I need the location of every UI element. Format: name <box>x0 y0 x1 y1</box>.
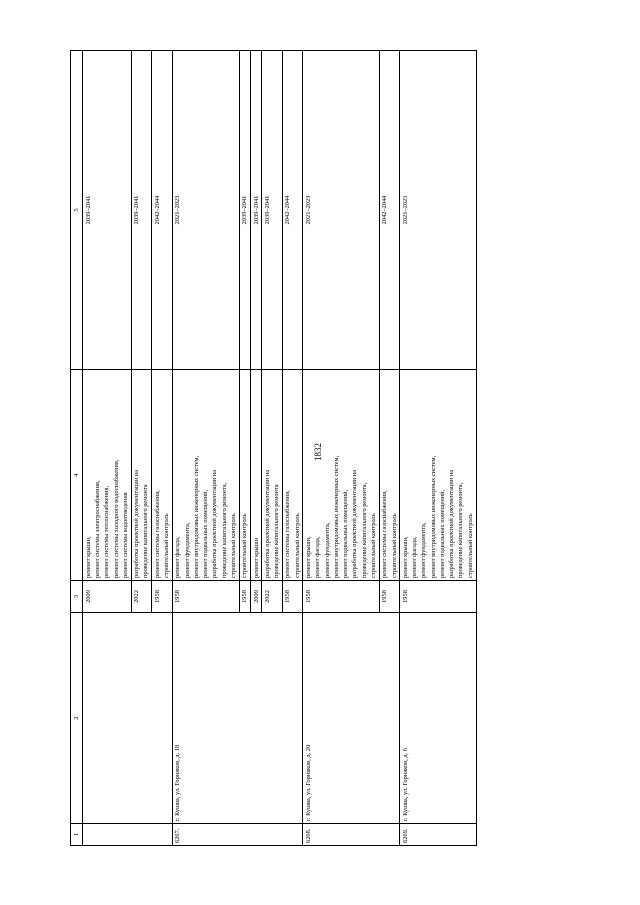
work-item: ремонт внутридомовых инженерных систем, <box>332 455 340 578</box>
work-item: проведение капитального ремонта <box>273 484 281 578</box>
work-item: ремонт крыши, <box>84 536 92 578</box>
work-item: ремонт фундамента, <box>420 522 428 578</box>
work-item: проведение капитального ремонта <box>142 484 150 578</box>
work-item: строительный контроль <box>390 513 398 578</box>
period-cell: 2039–2041 <box>239 51 250 370</box>
work-item: ремонт подвальных помещений, <box>202 489 210 578</box>
repair-schedule-table <box>70 50 477 846</box>
work-item: ремонт системы теплоснабжения, <box>103 485 111 578</box>
work-item: ремонт фундамента, <box>323 522 331 578</box>
work-item: ремонт фасада, <box>314 536 322 578</box>
works-cell <box>131 370 152 581</box>
period-cell: 2021–2023 <box>172 51 239 370</box>
work-item: разработка проектной документации на <box>351 469 359 578</box>
year-cell: 1958 <box>152 581 173 613</box>
entry-number: 6268. <box>303 824 400 846</box>
works-cell <box>262 370 283 581</box>
works-cell <box>83 370 131 581</box>
work-item: ремонт крыши, <box>401 536 409 578</box>
work-item: разработка проектной документации на <box>211 469 219 578</box>
works-cell <box>251 370 262 581</box>
work-item: ремонт системы газоснабжения, <box>381 490 389 578</box>
work-item: ремонт системы холодного водоснабжения, <box>112 459 120 578</box>
table-row <box>172 51 239 846</box>
work-item: проведение капитального ремонта, <box>457 482 465 578</box>
header-col-5: 5 <box>71 51 83 370</box>
header-col-2: 2 <box>71 613 83 824</box>
year-cell: 1958 <box>239 581 250 613</box>
work-item: ремонт системы газоснабжения, <box>284 490 292 578</box>
period-cell: 2039–2041 <box>83 51 131 370</box>
period-cell: 2042–2044 <box>379 51 400 370</box>
work-item: ремонт фасада, <box>174 536 182 578</box>
works-cell <box>379 370 400 581</box>
work-item: разработка проектной документации на <box>263 469 271 578</box>
works-cell <box>239 370 250 581</box>
rotated-page <box>70 76 570 846</box>
header-col-3: 3 <box>71 581 83 613</box>
work-item: ремонт крыши <box>252 537 260 578</box>
table-body <box>83 51 476 846</box>
works-cell <box>152 370 173 581</box>
work-item: строительный контроль <box>466 513 474 578</box>
work-item: ремонт системы газоснабжения, <box>153 490 161 578</box>
work-item: строительный контроль <box>293 513 301 578</box>
works-cell <box>303 370 379 581</box>
entry-address: г. Кушва, ул. Горняков, д. 18 <box>172 613 303 824</box>
work-item: проведение капитального ремонта, <box>220 482 228 578</box>
work-item: ремонт фасада, <box>411 536 419 578</box>
works-cell <box>282 370 303 581</box>
works-cell <box>172 370 239 581</box>
work-item: разработка проектной документации на <box>133 469 141 578</box>
period-cell: 2039–2041 <box>251 51 262 370</box>
year-cell: 2009 <box>83 581 131 613</box>
period-cell: 2021–2023 <box>400 51 476 370</box>
work-item: строительный контроль <box>163 513 171 578</box>
year-cell: 2022 <box>262 581 283 613</box>
work-item: проведение капитального ремонта, <box>360 482 368 578</box>
work-item: ремонт крыши, <box>304 536 312 578</box>
table-header-row <box>71 51 83 846</box>
year-cell: 1958 <box>282 581 303 613</box>
period-cell: 2039–2041 <box>131 51 152 370</box>
period-cell: 2042–2044 <box>152 51 173 370</box>
period-cell: 2039–2041 <box>262 51 283 370</box>
work-item: ремонт системы электроснабжения, <box>94 480 102 578</box>
year-cell: 1958 <box>400 581 476 613</box>
work-item: строительный контроль <box>369 513 377 578</box>
work-item: строительный контроль <box>230 513 237 578</box>
year-cell: 2009 <box>251 581 262 613</box>
year-cell: 1958 <box>379 581 400 613</box>
table-row <box>400 51 476 846</box>
table-row <box>83 51 131 846</box>
work-item: ремонт внутридомовых инженерных систем, <box>192 455 200 578</box>
entry-address: г. Кушва, ул. Горняков, д. 6 <box>400 613 476 824</box>
header-col-4: 4 <box>71 370 83 581</box>
year-cell: 1958 <box>172 581 239 613</box>
entry-number: 6269. <box>400 824 476 846</box>
entry-address <box>83 613 173 824</box>
work-item: ремонт внутридомовых инженерных систем, <box>429 455 437 578</box>
work-item: ремонт подвальных помещений, <box>438 489 446 578</box>
entry-address: г. Кушва, ул. Горняков, д. 20 <box>303 613 400 824</box>
year-cell: 1958 <box>303 581 379 613</box>
year-cell: 2022 <box>131 581 152 613</box>
work-item: ремонт подвальных помещений, <box>342 489 350 578</box>
entry-number: 6267. <box>172 824 303 846</box>
header-col-1: 1 <box>71 824 83 846</box>
work-item: строительный контроль <box>241 513 249 578</box>
table-row <box>303 51 379 846</box>
work-item: ремонт системы водоотведения <box>121 492 129 578</box>
works-cell <box>400 370 476 581</box>
work-item: разработка проектной документации на <box>448 469 456 578</box>
period-cell: 2042–2044 <box>282 51 303 370</box>
period-cell: 2021–2023 <box>303 51 379 370</box>
page-number: 1832 <box>313 443 323 461</box>
work-item: ремонт фундамента, <box>183 522 191 578</box>
entry-number <box>83 824 173 846</box>
